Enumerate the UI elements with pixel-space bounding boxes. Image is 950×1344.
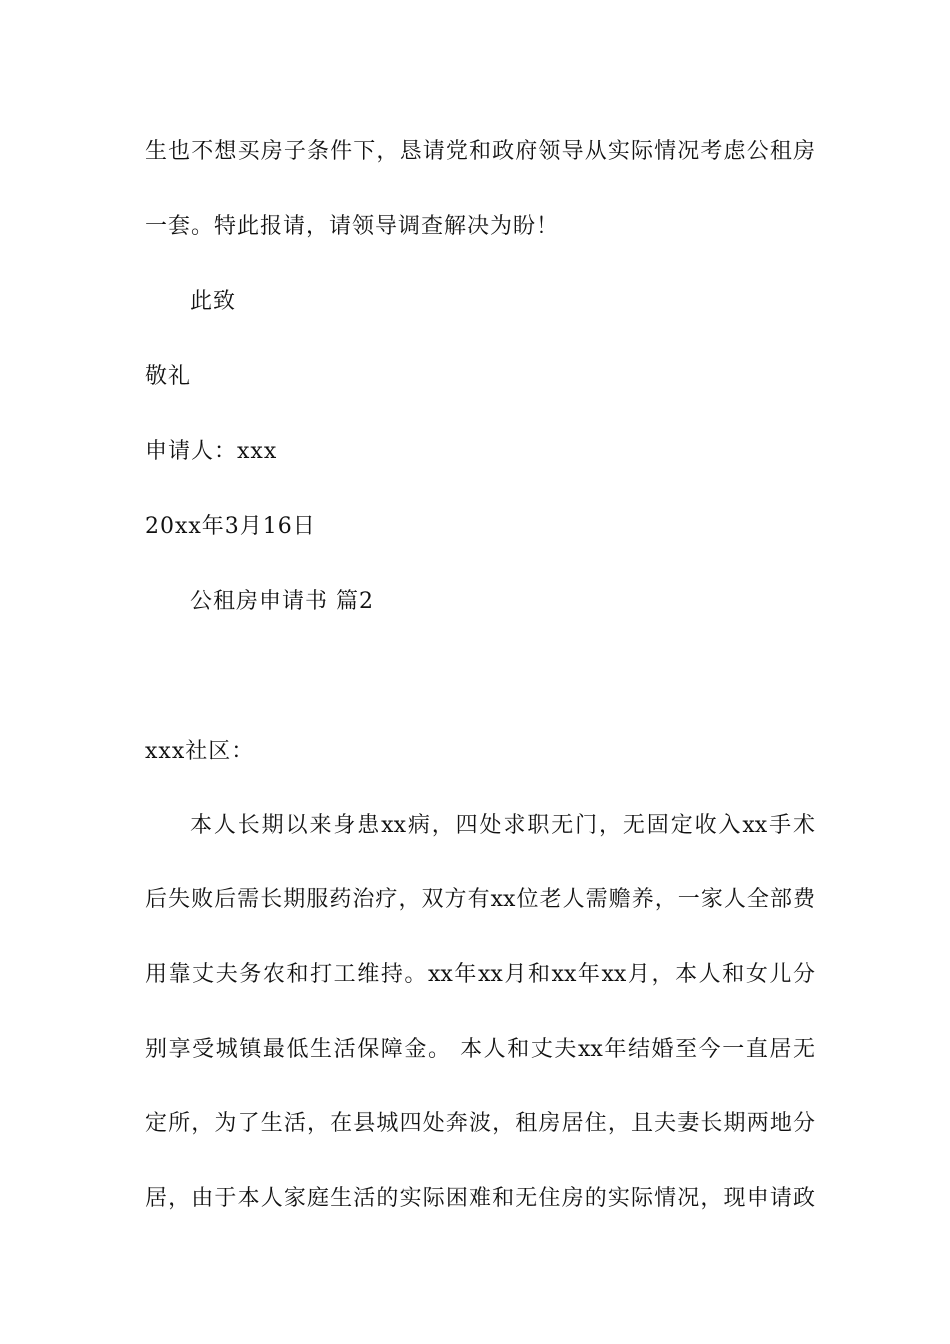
paragraph-line: 用靠丈夫务农和打工维持。xx年xx月和xx年xx月，本人和女儿分 — [145, 962, 815, 987]
closing-salutation: 此致 — [190, 289, 237, 314]
paragraph-line: 后失败后需长期服药治疗，双方有xx位老人需赡养，一家人全部费 — [145, 887, 815, 912]
closing-respect: 敬礼 — [145, 364, 192, 389]
paragraph-line: 居，由于本人家庭生活的实际困难和无住房的实际情况，现申请政 — [145, 1186, 815, 1211]
paragraph-line: 生也不想买房子条件下，恳请党和政府领导从实际情况考虑公租房 — [145, 139, 815, 164]
paragraph-line: 别享受城镇最低生活保障金。 本人和丈夫xx年结婚至今一直居无 — [145, 1037, 815, 1062]
paragraph-line: 一套。特此报请，请领导调查解决为盼！ — [145, 214, 560, 239]
paragraph-line: 本人长期以来身患xx病，四处求职无门，无固定收入xx手术 — [190, 813, 815, 838]
applicant-signature: 申请人：xxx — [145, 439, 278, 464]
document-date: 20xx年3月16日 — [145, 514, 316, 539]
recipient-line: xxx社区： — [145, 739, 255, 764]
section-heading: 公租房申请书 篇2 — [190, 589, 374, 614]
paragraph-line: 定所，为了生活，在县城四处奔波，租房居住，且夫妻长期两地分 — [145, 1111, 815, 1136]
